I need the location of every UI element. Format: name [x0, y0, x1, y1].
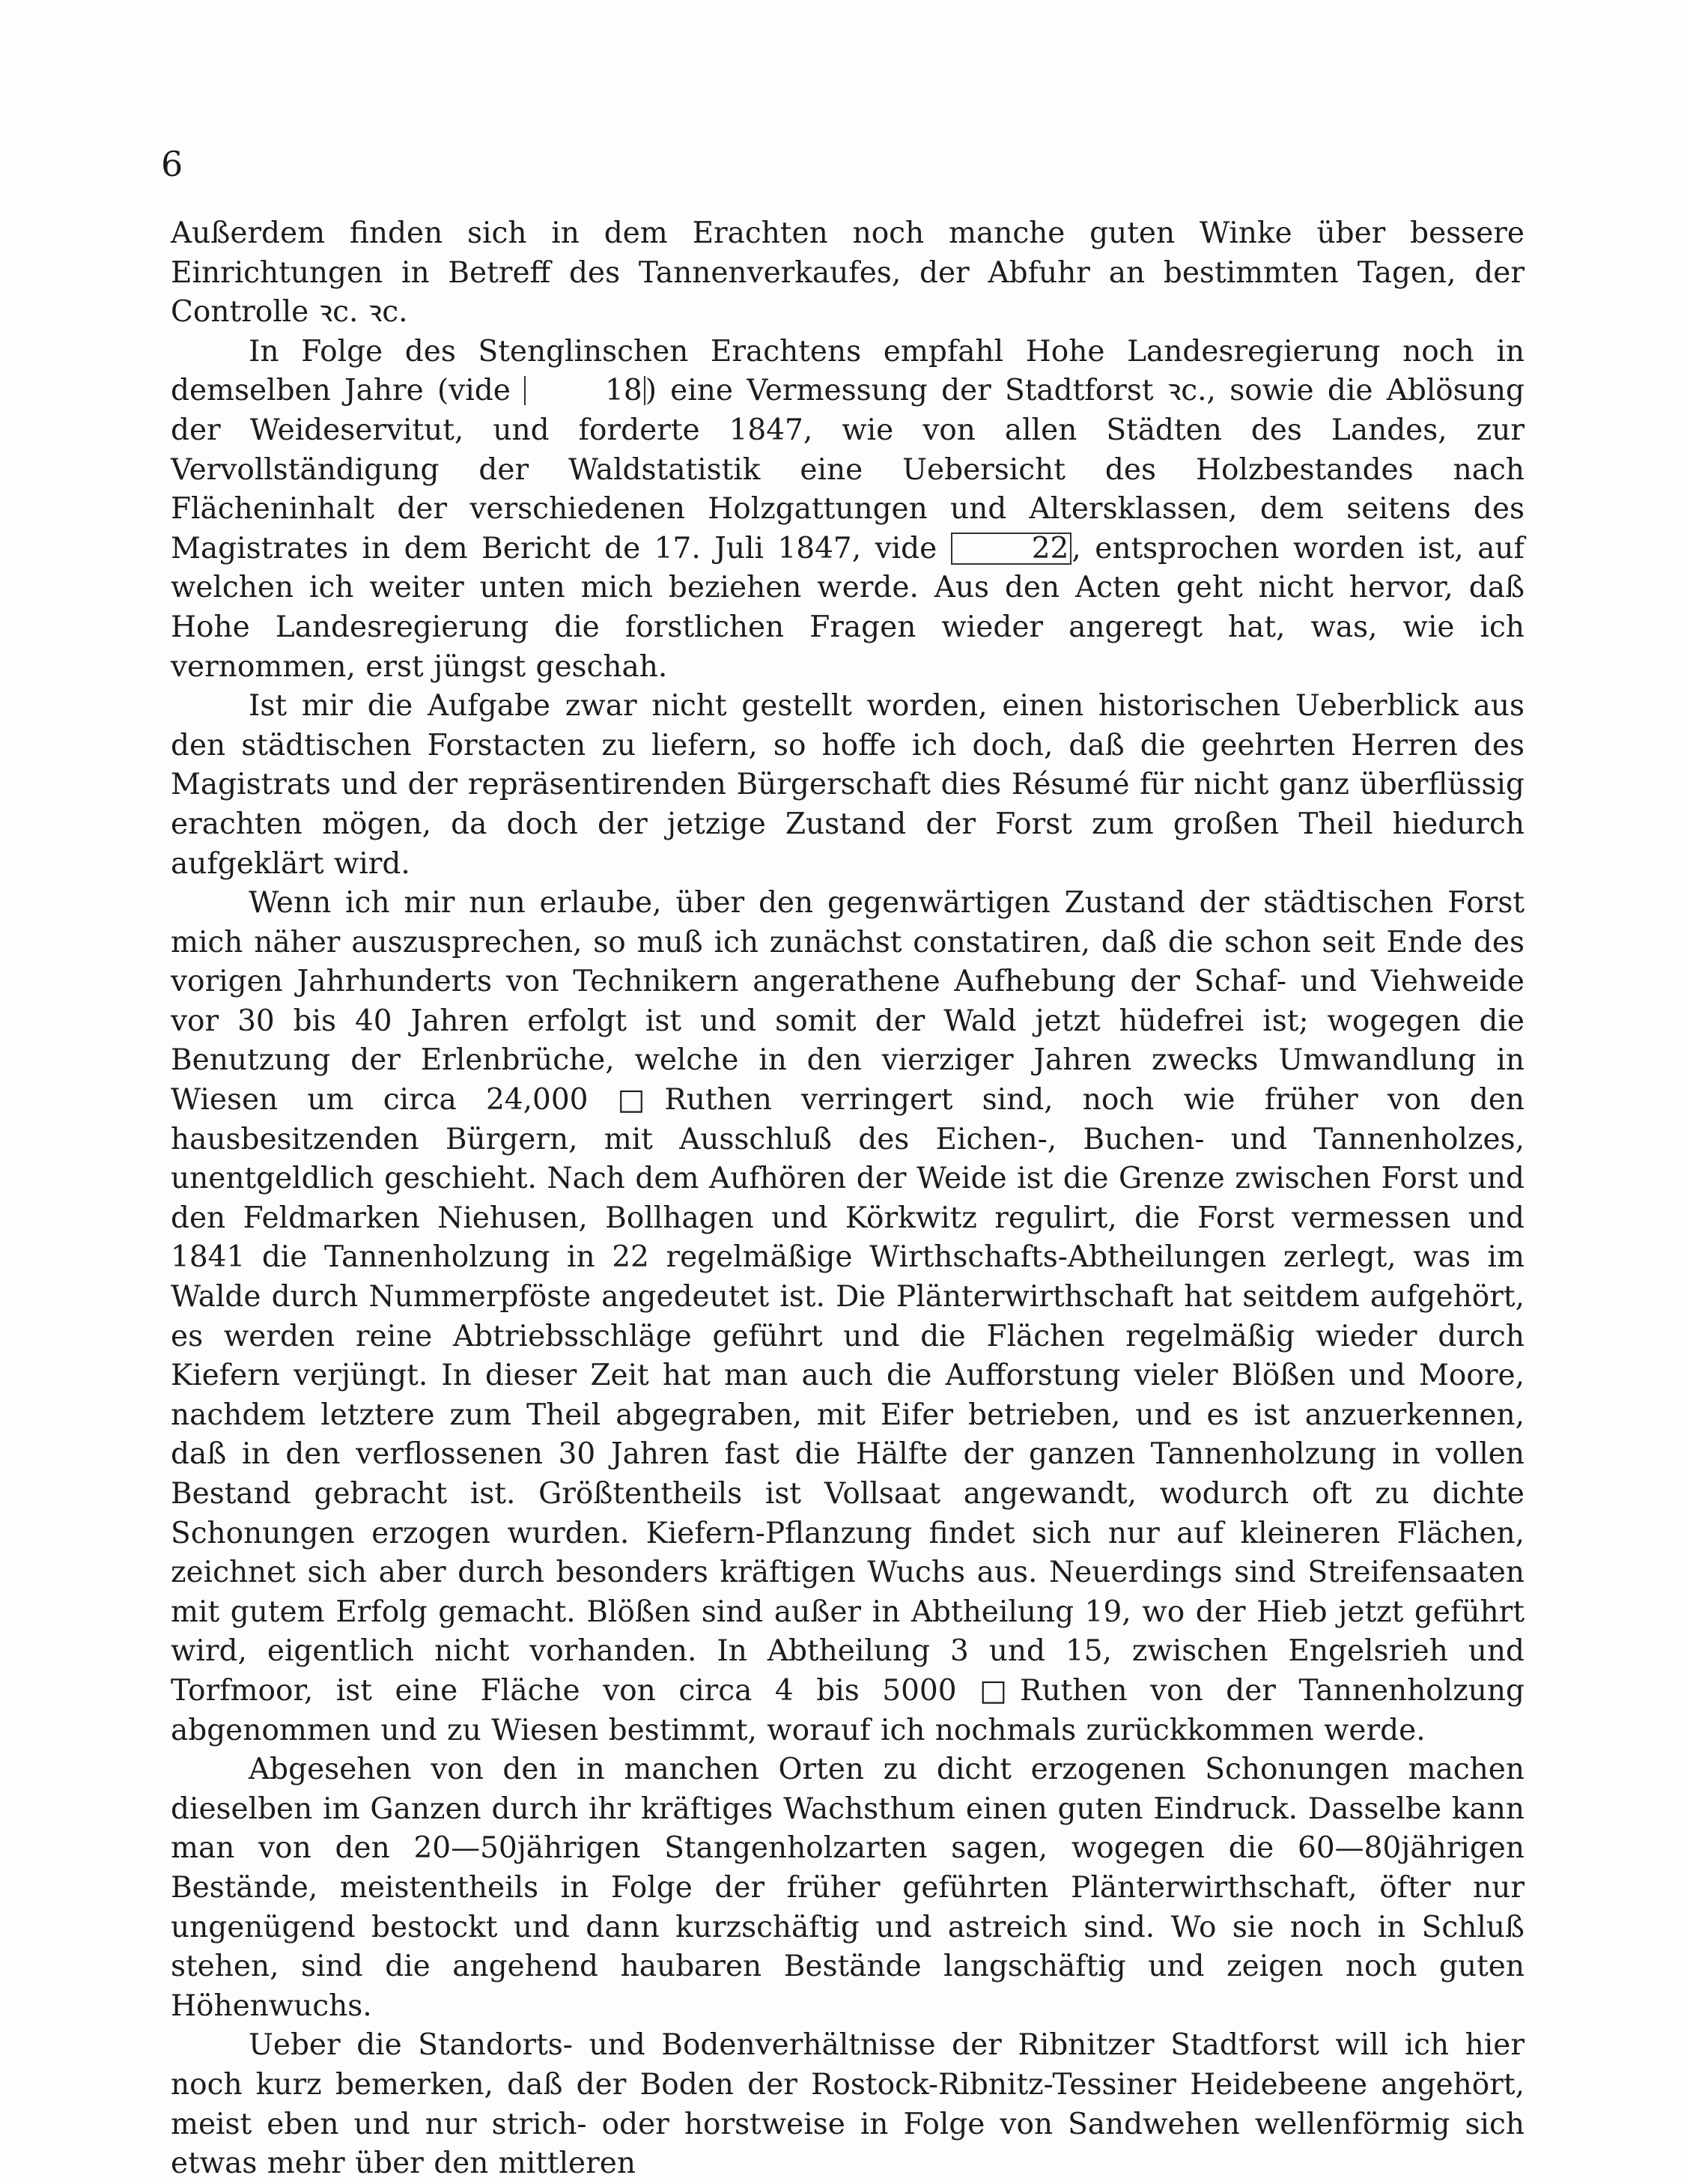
text-segment: Außerdem finden sich in dem Erachten noch manche guten Winke über bessere Einrichtungen in Betreff des Tannenverkaufes, der Abfuhr an bestimmten Tagen, der Controlle ꝛc. ꝛc.	[171, 216, 1525, 330]
text-segment: , entsprochen worden ist, auf welchen ich weiter unten mich beziehen werde. Aus den Acten geht nicht hervor, daß Hohe Landesregierung die forstlichen Fragen wieder angeregt hat, was, wie ich vernommen, erst jüngst geschah.	[171, 531, 1525, 684]
reference-18: 18	[524, 376, 645, 405]
text-segment: ) eine Vermessung der Stadtforst ꝛc., sowie die Ablösung der Weideservitut, und forderte 1847, wie von allen Städten des Landes, zur Vervollständigung der Waldstatistik eine Uebersicht des Holzbestandes nach Flächeninhalt der verschiedenen Holzgattungen und Altersklassen, dem seitens des Magistrates in dem Bericht de 17. Juli 1847, vide	[171, 374, 1525, 565]
text-segment: Ist mir die Aufgabe zwar nicht gestellt worden, einen historischen Ueberblick aus den städtischen Forstacten zu liefern, so hoffe ich doch, daß die geehrten Herren des Magistrats und der repräsentirenden Bürgerschaft dies Résumé für nicht ganz überflüssig erachten mögen, da doch der jetzige Zustand der Forst zum großen Theil hiedurch aufgeklärt wird.	[171, 689, 1525, 881]
text-segment: In Folge des Stenglinschen Erachtens empfahl Hohe Landesregierung noch in demselben Jahre (vide	[171, 334, 1525, 408]
paragraph-3	[171, 687, 1525, 884]
text-segment: Abgesehen von den in manchen Orten zu dicht erzogenen Schonungen machen dieselben im Ganzen durch ihr kräftiges Wachsthum einen guten Eindruck. Dasselbe kann man von den 20—50jährigen Stangenholzarten sagen, wogegen die 60—80jährigen Bestände, meistentheils in Folge der früher geführten Plänterwirthschaft, öfter nur ungenügend bestockt und dann kurzschäftig und astreich sind. Wo sie noch in Schluß stehen, sind die angehend haubaren Bestände langschäftig und zeigen noch guten Höhenwuchs.	[171, 1753, 1525, 2023]
reference-22: 22	[951, 533, 1072, 565]
paragraph-2	[171, 333, 1525, 687]
page-number: 6	[161, 144, 183, 184]
text-segment: Wenn ich mir nun erlaube, über den gegenwärtigen Zustand der städtischen Forst mich näher auszusprechen, so muß ich zunächst constatiren, daß die schon seit Ende des vorigen Jahrhunderts von Technikern angerathene Aufhebung der Schaf- und Viehweide vor 30 bis 40 Jahren erfolgt ist und somit der Wald jetzt hüdefrei ist; wogegen die Benutzung der Erlenbrüche, welche in den vierziger Jahren zwecks Umwandlung in Wiesen um circa 24,000 □Ruthen verringert sind, noch wie früher von den hausbesitzenden Bürgern, mit Ausschluß des Eichen-, Buchen- und Tannenholzes, unentgeldlich geschieht. Nach dem Aufhören der Weide ist die Grenze zwischen Forst und den Feldmarken Niehusen, Bollhagen und Körkwitz regulirt, die Forst vermessen und 1841 die Tannenholzung in 22 regelmäßige Wirthschafts-Abtheilungen zerlegt, was im Walde durch Nummerpföste angedeutet ist. Die Plänterwirthschaft hat seitdem aufgehört, es werden reine Abtriebsschläge geführt und die Flächen regelmäßig wieder durch Kiefern verjüngt. In dieser Zeit hat man auch die Aufforstung vieler Blößen und Moore, nachdem letztere zum Theil abgegraben, mit Eifer betrieben, und es ist anzuerkennen, daß in den verflossenen 30 Jahren fast die Hälfte der ganzen Tannenholzung in vollen Bestand gebracht ist. Größtentheils ist Vollsaat angewandt, wodurch oft zu dichte Schonungen erzogen wurden. Kiefern-Pflanzung findet sich nur auf kleineren Flächen, zeichnet sich aber durch besonders kräftigen Wuchs aus. Neuerdings sind Streifensaaten mit gutem Erfolg gemacht. Blößen sind außer in Abtheilung 19, wo der Hieb jetzt geführt wird, eigentlich nicht vorhanden. In Abtheilung 3 und 15, zwischen Engelsrieh und Torfmoor, ist eine Fläche von circa 4 bis 5000 □Ruthen von der Tannenholzung abgenommen und zu Wiesen bestimmt, worauf ich nochmals zurückkommen werde.	[171, 886, 1525, 1747]
text-block	[171, 214, 1525, 2184]
text-segment: Ueber die Standorts- und Bodenverhältnisse der Ribnitzer Stadtforst will ich hier noch kurz bemerken, daß der Boden der Rostock-Ribnitz-Tessiner Heidebeene angehört, meist eben und nur strich- oder horstweise in Folge von Sandwehen wellenförmig sich etwas mehr über den mittleren	[171, 2028, 1525, 2181]
paragraph-1	[171, 214, 1525, 333]
paragraph-4	[171, 884, 1525, 1750]
paragraph-5	[171, 1750, 1525, 2026]
paragraph-6	[171, 2026, 1525, 2183]
